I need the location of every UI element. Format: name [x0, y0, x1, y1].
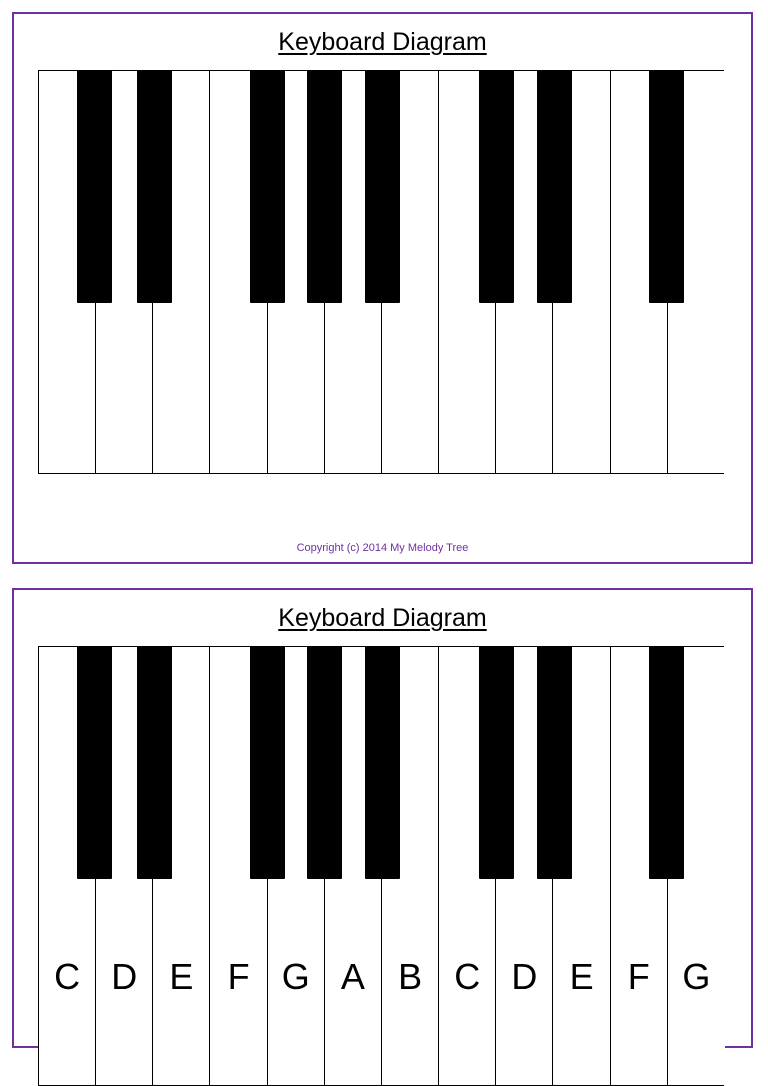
diagram-title: Keyboard Diagram — [278, 28, 487, 56]
black-key-f-sharp — [649, 647, 684, 879]
note-label: G — [281, 956, 310, 997]
black-key-f-sharp — [250, 71, 285, 303]
black-key-c-sharp — [479, 71, 514, 303]
black-key-c-sharp — [77, 647, 112, 879]
keyboard-diagram-card-top — [12, 12, 753, 564]
black-key-d-sharp — [537, 647, 572, 879]
piano-keyboard-blank — [38, 70, 724, 474]
note-label: F — [227, 956, 250, 997]
note-label: B — [398, 956, 423, 997]
copyright-notice: Copyright (c) 2014 My Melody Tree — [296, 542, 469, 554]
black-key-g-sharp — [307, 647, 342, 879]
note-label: D — [511, 956, 538, 997]
note-label: C — [454, 956, 481, 997]
black-key-d-sharp — [137, 71, 172, 303]
black-key-a-sharp — [365, 647, 400, 879]
note-label: F — [627, 956, 650, 997]
black-key-d-sharp — [537, 71, 572, 303]
black-key-f-sharp — [649, 71, 684, 303]
black-key-c-sharp — [479, 647, 514, 879]
keyboard-diagram-card-bottom — [12, 588, 753, 1048]
note-label: D — [111, 956, 138, 997]
diagram-title: Keyboard Diagram — [278, 604, 487, 632]
black-key-g-sharp — [307, 71, 342, 303]
piano-keyboard-labeled — [38, 646, 724, 1086]
note-label: C — [54, 956, 81, 997]
black-key-d-sharp — [137, 647, 172, 879]
black-key-f-sharp — [250, 647, 285, 879]
note-label: E — [569, 956, 594, 997]
note-label: G — [682, 956, 711, 997]
note-label: E — [169, 956, 194, 997]
note-label: A — [340, 956, 365, 997]
black-key-a-sharp — [365, 71, 400, 303]
black-key-c-sharp — [77, 71, 112, 303]
